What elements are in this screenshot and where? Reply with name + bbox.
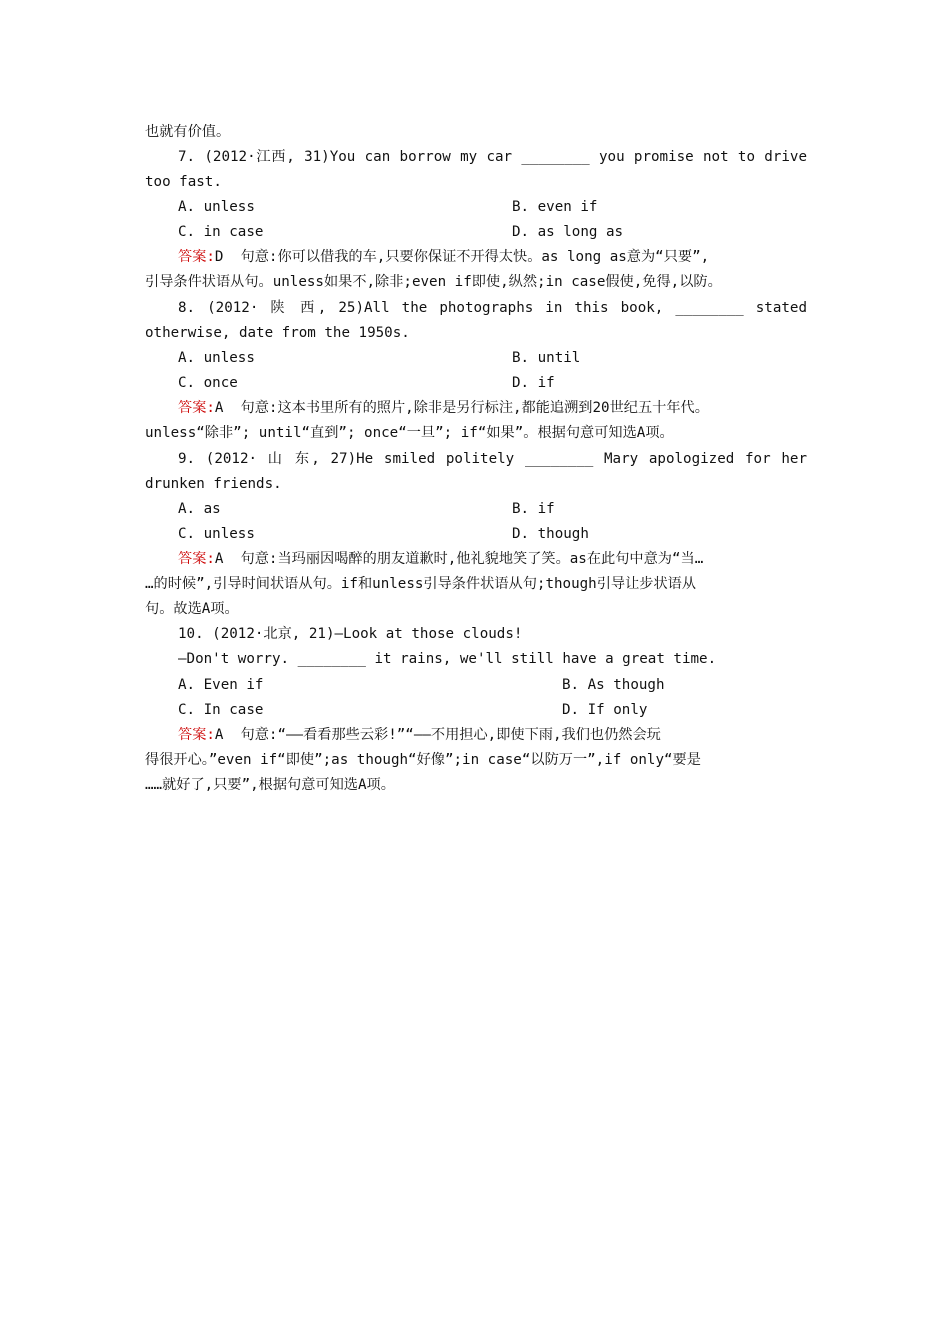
question-8-answer (178, 396, 807, 421)
question-8-answer-cont: unless“除非”; until“直到”; once“一旦”; if“如果”。根据句意可知选A项。 (145, 425, 674, 441)
question-9-stem-cont: drunken friends. (145, 476, 282, 492)
answer-label: 答案: (178, 727, 215, 743)
question-10-answer (178, 723, 807, 748)
answer-text: A 句意:这本书里所有的照片,除非是另行标注,都能追溯到20世纪五十年代。 (214, 400, 709, 416)
question-8-stem-cont: otherwise, date from the 1950s. (145, 325, 410, 341)
question-7-stem: 7. (2012·江西, 31)You can borrow my car ________ you promise not to drive (178, 149, 807, 165)
question-10-stem: 10. (2012·北京, 21)—Look at those clouds! (178, 626, 523, 642)
question-8-option-c: C. once (178, 375, 238, 391)
question-10-option-c: C. In case (178, 702, 264, 718)
question-9-option-d: D. though (512, 526, 589, 542)
answer-text: A 句意:当玛丽因喝醉的朋友道歉时,他礼貌地笑了笑。as在此句中意为“当… (214, 551, 704, 567)
question-10-answer-cont2: ……就好了,只要”,根据句意可知选A项。 (145, 777, 395, 793)
question-9-stem: 9. (2012· 山 东, 27)He smiled politely ________ Mary apologized for her (178, 451, 807, 467)
question-8-option-a: A. unless (178, 350, 255, 366)
question-10-stem-cont: —Don't worry. ________ it rains, we'll still have a great time. (178, 651, 717, 667)
question-9-option-b: B. if (512, 501, 555, 517)
answer-label: 答案: (178, 249, 215, 265)
question-7-option-c: C. in case (178, 224, 264, 240)
question-7-answer-cont: 引导条件状语从句。unless如果不,除非;even if即使,纵然;in case假使,免得,以防。 (145, 274, 722, 290)
question-7-option-d: D. as long as (512, 224, 624, 240)
question-7-option-a: A. unless (178, 199, 255, 215)
question-9-answer-cont2: 句。故选A项。 (145, 601, 239, 617)
question-9-option-c: C. unless (178, 526, 255, 542)
question-10-answer-cont: 得很开心。”even if“即使”;as though“好像”;in case“以防万一”,if only“要是 (145, 752, 701, 768)
answer-label: 答案: (178, 400, 215, 416)
question-8-option-b: B. until (512, 350, 581, 366)
question-9-option-a: A. as (178, 501, 221, 517)
question-10-option-b: B. As though (562, 677, 665, 693)
question-9-answer (178, 547, 807, 572)
question-7-answer (178, 245, 807, 270)
text-line: 也就有价值。 (145, 124, 231, 140)
question-7-option-b: B. even if (512, 199, 598, 215)
question-7-stem-cont: too fast. (145, 174, 222, 190)
question-10-option-a: A. Even if (178, 677, 264, 693)
question-8-stem: 8. (2012· 陕 西, 25)All the photographs in this book, ________ stated (178, 300, 807, 316)
answer-label: 答案: (178, 551, 215, 567)
question-8-option-d: D. if (512, 375, 555, 391)
answer-text: D 句意:你可以借我的车,只要你保证不开得太快。as long as意为“只要”, (214, 249, 710, 265)
question-9-answer-cont: …的时候”,引导时间状语从句。if和unless引导条件状语从句;though引导让步状语从 (145, 576, 697, 592)
question-10-option-d: D. If only (562, 702, 648, 718)
answer-text: A 句意:“——看看那些云彩!”“——不用担心,即使下雨,我们也仍然会玩 (214, 727, 661, 743)
